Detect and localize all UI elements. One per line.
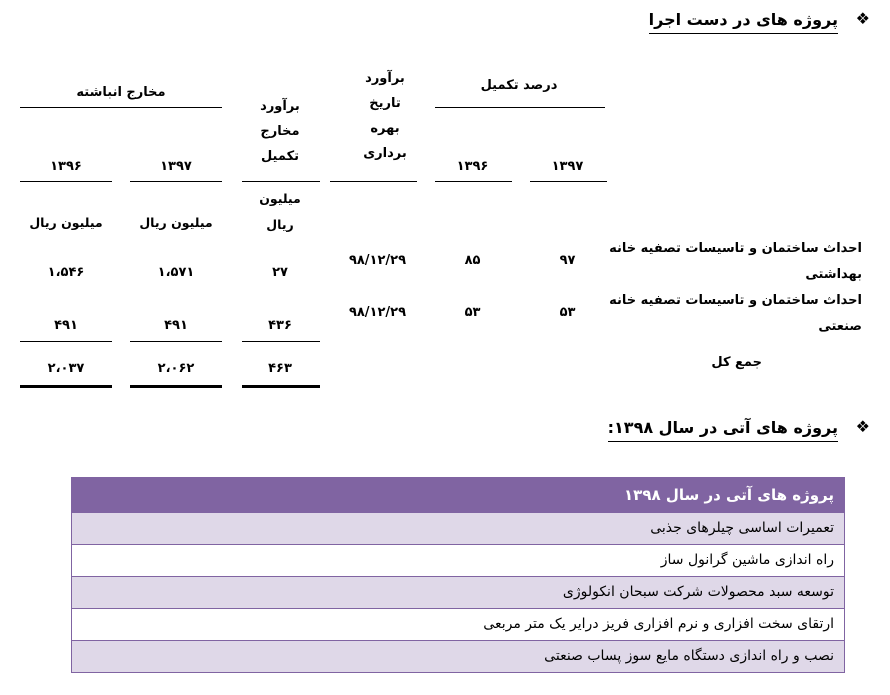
cell-est-cost: ۲۷ <box>272 265 288 280</box>
future-projects-table <box>71 477 845 673</box>
divider <box>435 181 512 182</box>
row-label-health-treatment <box>592 236 862 288</box>
col-header-pct-1397: ۱۳۹۷ <box>551 159 584 174</box>
table-row: توسعه سبد محصولات شرکت سبحان انکولوژی <box>72 576 844 608</box>
header-line: تاریخ <box>369 96 401 111</box>
row-label-line: بهداشتی <box>805 267 862 282</box>
bullet-diamond-icon: ❖ <box>855 9 870 28</box>
table-row: نصب و راه اندازی دستگاه مایع سوز پساب صنعتی <box>72 640 844 672</box>
col-header-cost-1396: ۱۳۹۶ <box>50 159 82 174</box>
table-row: راه اندازی ماشین گرانول ساز <box>72 544 844 576</box>
row-label-line: احداث ساختمان و تاسیسات تصفیه خانه <box>609 293 862 308</box>
col-group-completion-pct: درصد تکمیل <box>480 78 558 93</box>
table-row: تعمیرات اساسی چیلرهای جذبی <box>72 512 844 544</box>
divider <box>130 341 222 342</box>
row-label-line: احداث ساختمان و تاسیسات تصفیه خانه <box>609 241 862 256</box>
future-projects-header: پروژه های آتی در سال ۱۳۹۸ <box>72 478 844 512</box>
cell-cost-1397: ۱،۵۷۱ <box>157 265 195 280</box>
cell-cost-1397: ۴۹۱ <box>164 318 188 333</box>
total-underline <box>130 385 222 388</box>
cell-pct-1397: ۹۷ <box>559 253 576 268</box>
row-label-industrial-treatment <box>592 288 862 340</box>
row-label-line: صنعتی <box>818 319 862 334</box>
section-title-future-projects: پروژه های آتی در سال ۱۳۹۸: <box>608 417 838 442</box>
divider <box>530 181 607 182</box>
divider <box>330 181 417 182</box>
total-underline <box>242 385 320 388</box>
unit-cost-1396: میلیون ریال <box>29 215 103 230</box>
divider <box>20 341 112 342</box>
header-line: برآورد <box>260 99 300 114</box>
divider <box>242 341 320 342</box>
unit-cost-1397: میلیون ریال <box>139 215 213 230</box>
divider <box>20 107 222 108</box>
divider <box>130 181 222 182</box>
cell-est-cost: ۴۳۶ <box>268 318 292 333</box>
header-line: برداری <box>363 146 407 161</box>
unit-est-cost <box>240 186 320 238</box>
cell-pct-1396: ۵۳ <box>464 305 481 320</box>
col-header-est-cost <box>240 94 320 169</box>
col-header-cost-1397: ۱۳۹۷ <box>160 159 192 174</box>
cell-pct-1397: ۵۳ <box>559 305 576 320</box>
unit-line: میلیون <box>259 191 301 206</box>
header-line: برآورد <box>365 71 405 86</box>
header-line: بهره <box>370 121 400 136</box>
section-title-current-projects: پروژه های در دست اجرا <box>649 9 838 34</box>
col-header-pct-1396: ۱۳۹۶ <box>456 159 489 174</box>
header-line: تکمیل <box>260 149 300 164</box>
col-group-accumulated-cost: مخارج انباشته <box>76 85 166 100</box>
total-underline <box>20 385 112 388</box>
cell-pct-1396: ۸۵ <box>464 253 481 268</box>
cell-est-date: ۹۸/۱۲/۲۹ <box>348 253 407 268</box>
total-est-cost: ۴۶۳ <box>268 361 292 376</box>
total-cost-1396: ۲،۰۳۷ <box>47 361 85 376</box>
total-label: جمع کل <box>711 355 762 370</box>
table-row: ارتقای سخت افزاری و نرم افزاری فریز درایر یک متر مربعی <box>72 608 844 640</box>
divider <box>242 181 320 182</box>
cell-cost-1396: ۱،۵۴۶ <box>47 265 85 280</box>
col-header-est-date <box>330 66 440 166</box>
cell-cost-1396: ۴۹۱ <box>54 318 78 333</box>
bullet-diamond-icon: ❖ <box>855 417 870 436</box>
divider <box>20 181 112 182</box>
total-cost-1397: ۲،۰۶۲ <box>157 361 195 376</box>
header-line: مخارج <box>260 124 300 139</box>
divider <box>435 107 605 108</box>
unit-line: ریال <box>266 217 294 232</box>
cell-est-date: ۹۸/۱۲/۲۹ <box>348 305 407 320</box>
